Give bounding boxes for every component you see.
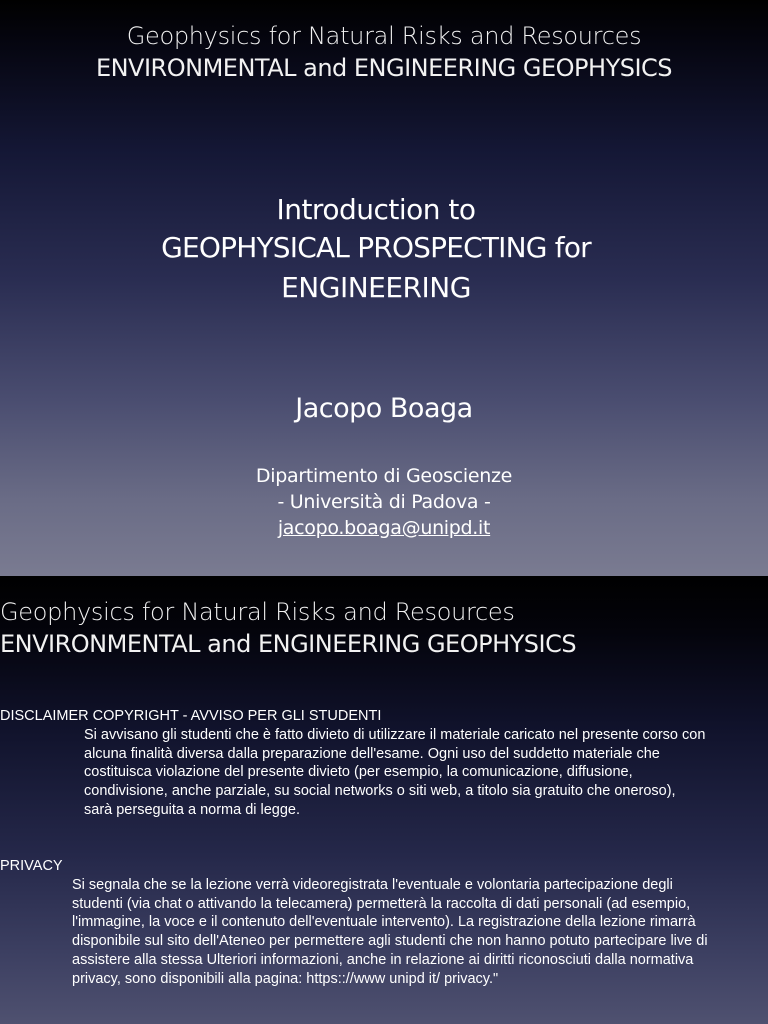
course-subtitle: ENVIRONMENTAL and ENGINEERING GEOPHYSICS bbox=[95, 54, 673, 82]
disclaimer-text: Si avvisano gli studenti che è fatto divieto di utilizzare il materiale caricato nel presente corso con alcuna finalità diversa dalla preparazione dell'esame. Ogni uso del suddetto materiale che costituisca violazione del presente divieto (per esempio, la comunicazione, diffusione, condivisione, anche parziale, su social networks o siti web, a titolo sia gratuito che oneroso), sarà perseguita a norma di legge. bbox=[84, 727, 706, 818]
privacy-text: Si segnala che se la lezione verrà videoregistrata l'eventuale e volontaria partecipazione degli studenti (via chat o attivando la telecamera) permetterà la raccolta di dati personali (ad esempio, l'immagine, la voce e il contenuto dell'eventuale intervento). La registrazione della lezione rimarrà disponibile sul sito dell'Ateneo per permettere agli studenti che non hanno potuto partecipare live di assistere alla stessa Ulteriori informazioni, anche in relazione ai diritti riconosciuti dalla normativa privacy, sono disponibili alla pagina: https:://www unipd it/ privacy." bbox=[72, 877, 708, 987]
lecture-title-line-3: ENGINEERING bbox=[281, 271, 471, 304]
department-name: Dipartimento di Geoscienze bbox=[255, 465, 513, 487]
author-email-link[interactable]: jacopo.boaga@unipd.it bbox=[277, 517, 491, 539]
disclaimer-heading: DISCLAIMER COPYRIGHT - AVVISO PER GLI STUDENTI bbox=[0, 708, 382, 724]
course-title: Geophysics for Natural Risks and Resources bbox=[126, 22, 642, 50]
lecture-title-line-2: GEOPHYSICAL PROSPECTING for bbox=[161, 231, 591, 264]
university-name: - Università di Padova - bbox=[277, 491, 491, 513]
course-title-2: Geophysics for Natural Risks and Resources bbox=[0, 598, 515, 626]
privacy-heading: PRIVACY bbox=[0, 858, 63, 874]
lecture-title-line-1: Introduction to bbox=[276, 193, 476, 226]
course-subtitle-2: ENVIRONMENTAL and ENGINEERING GEOPHYSICS bbox=[0, 630, 577, 658]
author-name: Jacopo Boaga bbox=[295, 393, 473, 424]
